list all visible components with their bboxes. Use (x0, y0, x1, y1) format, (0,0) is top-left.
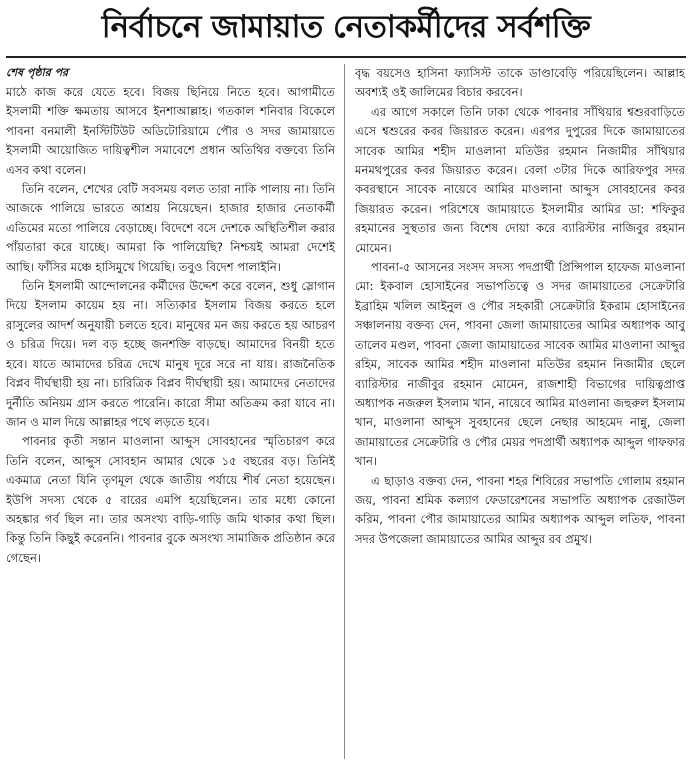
right-column (355, 64, 685, 759)
paragraph: বৃদ্ধ বয়সেও হাসিনা ফ্যাসিস্ট তাকে ডাণ্ডাবেড়ি পরিয়েছিলেন। আল্লাহ অবশ্যই ওই জালিমের বিচার করবেন। (355, 66, 685, 100)
paragraph: এর আগে সকালে তিনি ঢাকা থেকে পাবনার সাঁথিয়ার শ্বশুরবাড়িতে এসে শ্বশুরের কবর জিয়ারত করেন। এরপর দুপুরের দিকে জামায়াতের সাবেক আমির শহীদ মাওলানা মতিউর রহমান নিজামীর সাঁথিয়ার মনমথপুরের কবর জিয়ারত করেন। বেলা ৩টার দিকে আরিফপুর সদর কবরস্থানে সাবেক নায়েবে আমির মাওলানা আব্দুস সোবহানের কবর জিয়ারত করেন। পরিশেষে জামায়াতে ইসলামীর আমির ডা: শফিকুর রহমানের সুস্থতার জন্য বিশেষ দোয়া করে ব্যারিস্টার নাজিবুর রহমান মোমেন। (355, 104, 685, 255)
column-divider (344, 64, 345, 759)
paragraph: পাবনার কৃতী সন্তান মাওলানা আব্দুস সোবহানের স্মৃতিচারণ করে তিনি বলেন, আব্দুস সোবহান আমার থেকে ১৫ বছরের বড়। তিনিই একমাত্র নেতা যিনি তৃণমূল থেকে জাতীয় পর্যায়ে শীর্ষ নেতা হয়েছেন। ইউপি সদস্য থেকে ৫ বারের এমপি হয়েছিলেন। তার মধ্যে কোনো অহঙ্কার গর্ব ছিল না। তার অসংখ্য বাড়ি-গাড়ি জমি থাকার কথা ছিল। কিন্তু তিনি কিছুই করেননি। পাবনার বুকে অসংখ্য সামাজিক প্রতিষ্ঠান করে গেছেন। (6, 434, 335, 565)
headline-rule (6, 56, 686, 58)
paragraph: তিনি ইসলামী আন্দোলনের কর্মীদের উদ্দেশ করে বলেন, শুধু স্লোগান দিয়ে ইসলাম কায়েম হয় না। সত্যিকার ইসলাম বিজয় করতে হলে রাসুলের আদর্শ অনুযায়ী চলতে হবে। মানুষের মন জয় করতে হয় আচরণ ও চরিত্র দিয়ে। দল বড় হচ্ছে জনশক্তি বাড়ছে। আমাদের বিনয়ী হতে হবে। যাতে আমাদের চরিত্র দেখে মানুষ দূরে সরে না যায়। রাজনৈতিক বিপ্লব দীর্ঘস্থায়ী হয় না। চারিত্রিক বিপ্লব দীর্ঘস্থায়ী হয়। আমাদের নেতাদের দুর্নীতি অনিয়ম গ্রাস করতে পারেনি। কারো সীমা অতিক্রম করা যাবে না। জান ও মাল দিয়ে আল্লাহর পথে লড়তে হবে। (6, 279, 335, 429)
paragraph: পাবনা-৫ আসনের সংসদ সদস্য পদপ্রার্থী প্রিন্সিপাল হাফেজ মাওলানা মো: ইকবাল হোসাইনের সভাপতিত্বে ও সদর জামায়াতের সেক্রেটারি ইব্রাহিম খলিল আইনুল ও পৌর সহকারী সেক্রেটারি ইকরাম হোসাইনের সঞ্চালনায় বক্তব্য দেন, পাবনা জেলা জামায়াতের আমির অধ্যাপক আবু তালেব মণ্ডল, পাবনা জেলা জামায়াতের সাবেক আমির মাওলানা আব্দুর রহিম, সাবেক আমির শহীদ মাওলানা মতিউর রহমান নিজামীর ছেলে ব্যারিস্টার নাজীবুর রহমান মোমেন, রাজশাহী বিভাগের দায়িত্বপ্রাপ্ত অধ্যাপক নজরুল ইসলাম খান, নায়েবে আমির মাওলানা জহুরুল ইসলাম খান, মাওলানা আব্দুস সুবহানের ছেলে নেছার আহমেদ নান্নু, জেলা জামায়াতের সেক্রেটারি ও পৌর মেয়র পদপ্রার্থী অধ্যাপক আব্দুল গাফফার খান। (355, 260, 685, 469)
paragraph: এ ছাড়াও বক্তব্য দেন, পাবনা শহর শিবিরের সভাপতি গোলাম রহমান জয়, পাবনা শ্রমিক কল্যাণ ফেডারেশনের সভাপতি অধ্যাপক রেজাউল করিম, পাবনা পৌর জামায়াতের আমির অধ্যাপক আব্দুল লতিফ, পাবনা সদর উপজেলা জামায়াতের আমির আব্দুর রব প্রমুখ। (355, 473, 685, 546)
paragraph: তিনি বলেন, শেখের বেটি সবসময় বলত তারা নাকি পালায় না। তিনি আজকে পালিয়ে ভারতে আশ্রয় নিয়েছেন। হাজার হাজার নেতাকর্মী এতিমের মতো পালিয়ে বেড়াচ্ছে। বিদেশে বসে দেশকে অস্থিতিশীল করার পাঁয়তারা করে যাচ্ছে। আমরা কি পালিয়েছি? নিশ্চয়ই আমরা দেশেই আছি। ফাঁসির মঞ্চে হাসিমুখে গিয়েছি। তবুও বিদেশ পালাইনি। (6, 182, 335, 274)
continued-from-label: শেষ পৃষ্ঠার পর (6, 66, 69, 79)
paragraph: মাঠে কাজ করে যেতে হবে। বিজয় ছিনিয়ে নিতে হবে। আগামীতে ইসলামী শক্তি ক্ষমতায় আসবে ইনশাআল্লাহ। গতকাল শনিবার বিকেলে পাবনা বনমালী ইনস্টিটিউট অডিটোরিয়ামে পৌর ও সদর জামায়াতে ইসলামী আয়োজিত দায়িত্বশীল সমাবেশে প্রধান অতিথির বক্তব্যে তিনি এসব কথা বলেন। (6, 85, 335, 177)
headline: নির্বাচনে জামায়াত নেতাকর্মীদের সর্বশক্তি (101, 9, 591, 45)
left-column (6, 64, 335, 759)
